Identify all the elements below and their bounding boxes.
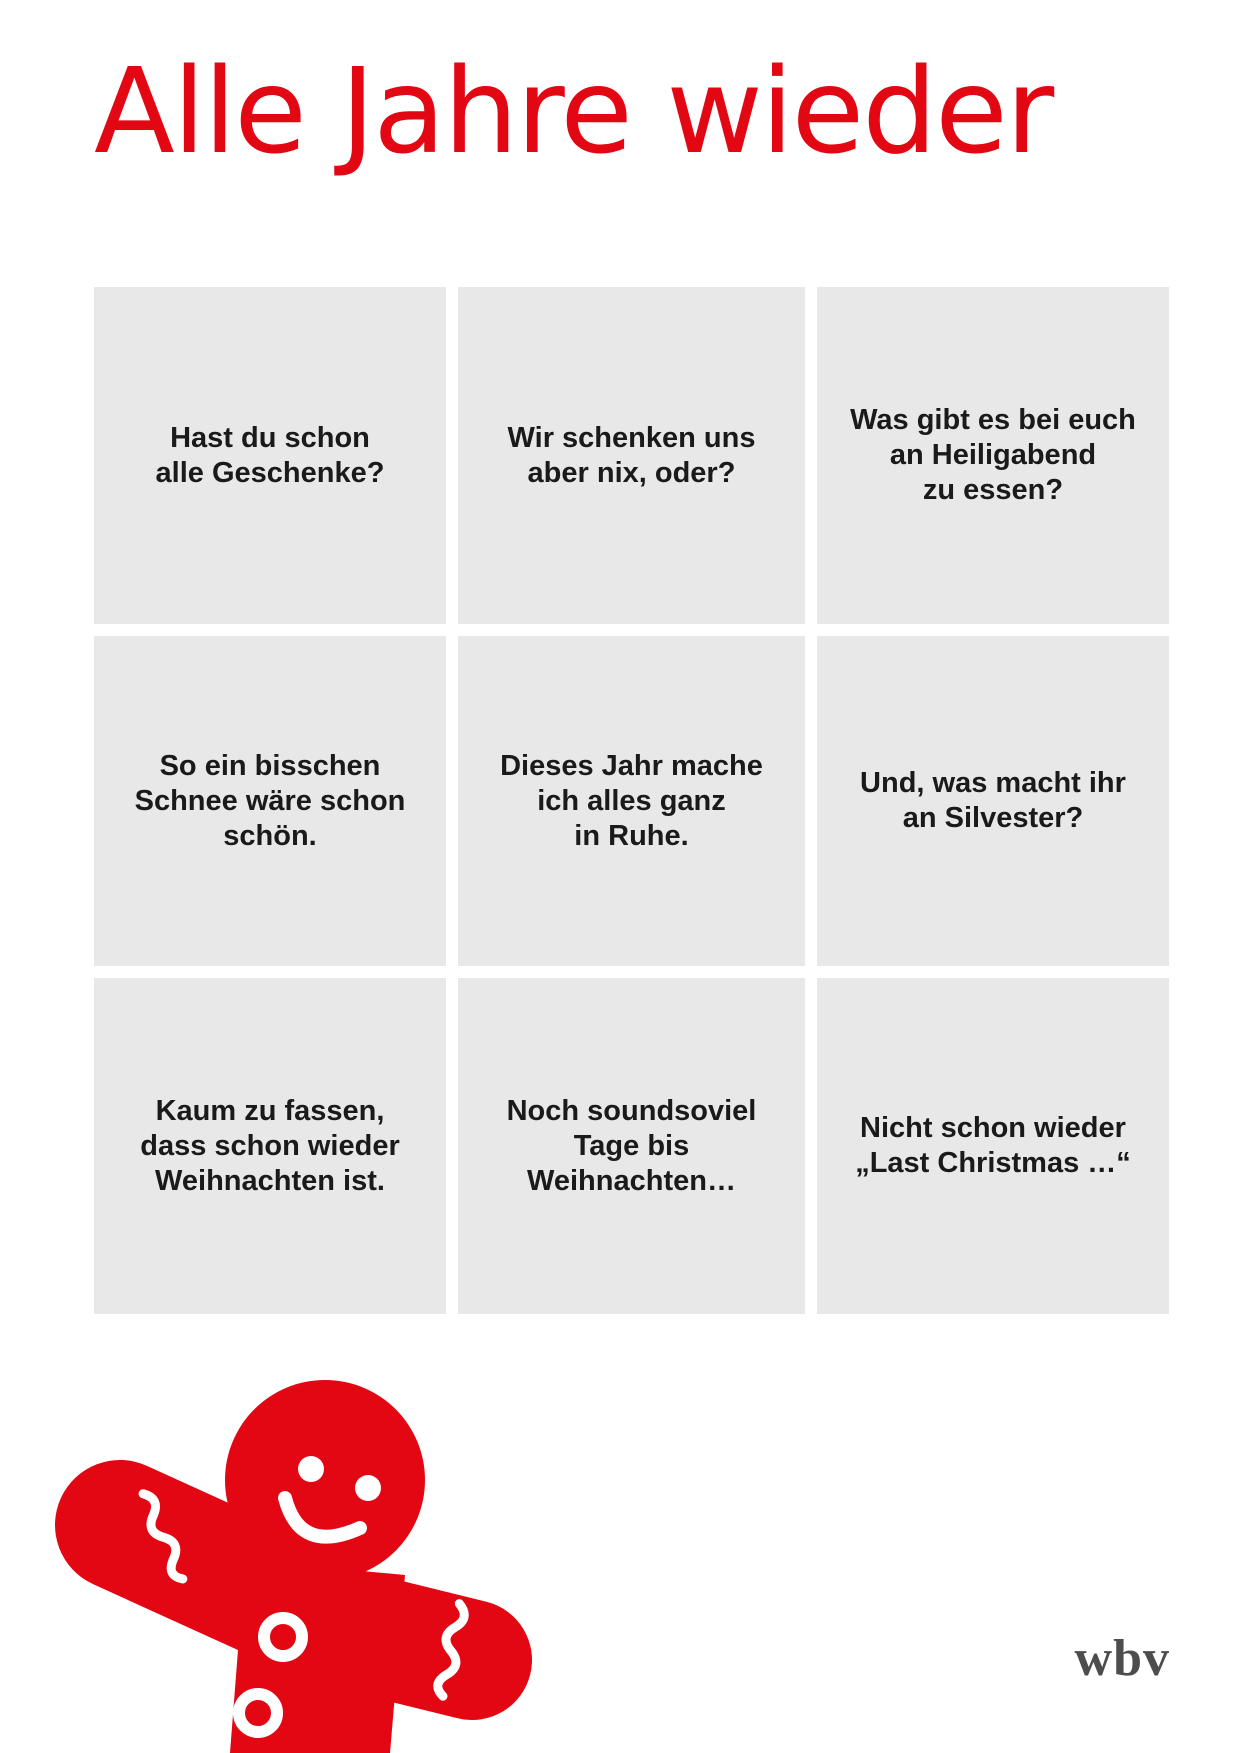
bingo-card-text: So ein bisschen Schnee wäre schon schön.	[134, 749, 406, 852]
gingerbread-man-icon	[0, 1380, 560, 1753]
bingo-card[interactable]	[94, 636, 446, 966]
bingo-card-text: Dieses Jahr mache ich alles ganz in Ruhe.	[500, 749, 763, 852]
bingo-card[interactable]	[458, 636, 805, 966]
bingo-card[interactable]	[817, 287, 1169, 624]
bingo-card-text: Wir schenken uns aber nix, oder?	[507, 421, 756, 489]
bingo-card-text: Und, was macht ihr an Silvester?	[860, 767, 1126, 834]
bingo-card[interactable]	[817, 978, 1169, 1314]
publisher-logo: wbv	[1074, 1630, 1170, 1687]
bingo-card-text: Noch soundsoviel Tage bis Weihnachten…	[506, 1094, 757, 1197]
bingo-card[interactable]	[94, 978, 446, 1314]
bingo-card[interactable]	[94, 287, 446, 624]
bingo-card[interactable]	[458, 978, 805, 1314]
bingo-card-text: Kaum zu fassen, dass schon wieder Weihnachten ist.	[140, 1094, 400, 1197]
bingo-card[interactable]	[458, 287, 805, 624]
bingo-card-text: Nicht schon wieder „Last Christmas …“	[855, 1112, 1131, 1179]
page-title: Alle Jahre wieder	[94, 42, 1053, 180]
bingo-card[interactable]	[817, 636, 1169, 966]
bingo-card-text: Hast du schon alle Geschenke?	[155, 421, 385, 489]
bingo-card-text: Was gibt es bei euch an Heiligabend zu essen?	[850, 404, 1136, 506]
